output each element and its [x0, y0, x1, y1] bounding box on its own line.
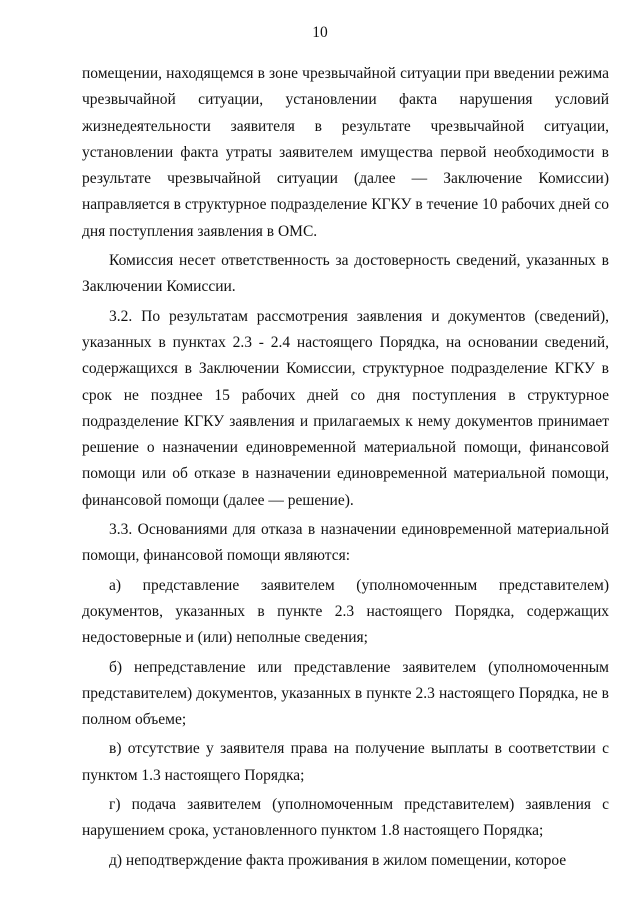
list-item-d: д) неподтверждение факта проживания в жилом помещении, которое — [109, 851, 567, 869]
list-item-a: а) представление заявителем (уполномоченным представителем) документов, указанных в пункте 2.3 настоящего Порядка, содержащих недостоверные и (или) неполные сведения; — [82, 576, 609, 647]
list-item-v: в) отсутствие у заявителя права на получение выплаты в соответствии с пунктом 1.3 настоящего Порядка; — [82, 740, 609, 784]
document-body — [82, 61, 609, 874]
paragraph-3-3: 3.3. Основаниями для отказа в назначении единовременной материальной помощи, финансовой помощи являются: — [82, 521, 609, 565]
list-item-b: б) непредставление или представление заявителем (уполномоченным представителем) документов, указанных в пункте 2.3 настоящего Порядка, не в полном объеме; — [82, 658, 609, 729]
page-number: 10 — [312, 24, 328, 41]
list-item-g: г) подача заявителем (уполномоченным представителем) заявления с нарушением срока, установленного пунктом 1.8 настоящего Порядка; — [82, 796, 609, 840]
paragraph-3-2: 3.2. По результатам рассмотрения заявления и документов (сведений), указанных в пунктах 2.3 - 2.4 настоящего Порядка, на основании сведений, содержащихся в Заключении Комиссии, структурное подразделение КГКУ в срок не позднее 15 рабочих дней со дня поступления в структурное подразделение КГКУ заявления и прилагаемых к нему документов принимает решение о назначении единовременной материальной помощи, финансовой помощи или об отказе в назначении единовременной материальной помощи, финансовой помощи (далее — решение). — [82, 307, 609, 509]
paragraph-commission-responsibility: Комиссия несет ответственность за достоверность сведений, указанных в Заключении Комиссии. — [82, 252, 609, 296]
paragraph-commission-conclusion: помещении, находящемся в зоне чрезвычайной ситуации при введении режима чрезвычайной ситуации, установлении факта нарушения условий жизнедеятельности заявителя в результате чрезвычайной ситуации, установлении факта утраты заявителем имущества первой необходимости в результате чрезвычайной ситуации (далее — Заключение Комиссии) направляется в структурное подразделение КГКУ в течение 10 рабочих дней со дня поступления заявления в ОМС. — [82, 65, 609, 240]
